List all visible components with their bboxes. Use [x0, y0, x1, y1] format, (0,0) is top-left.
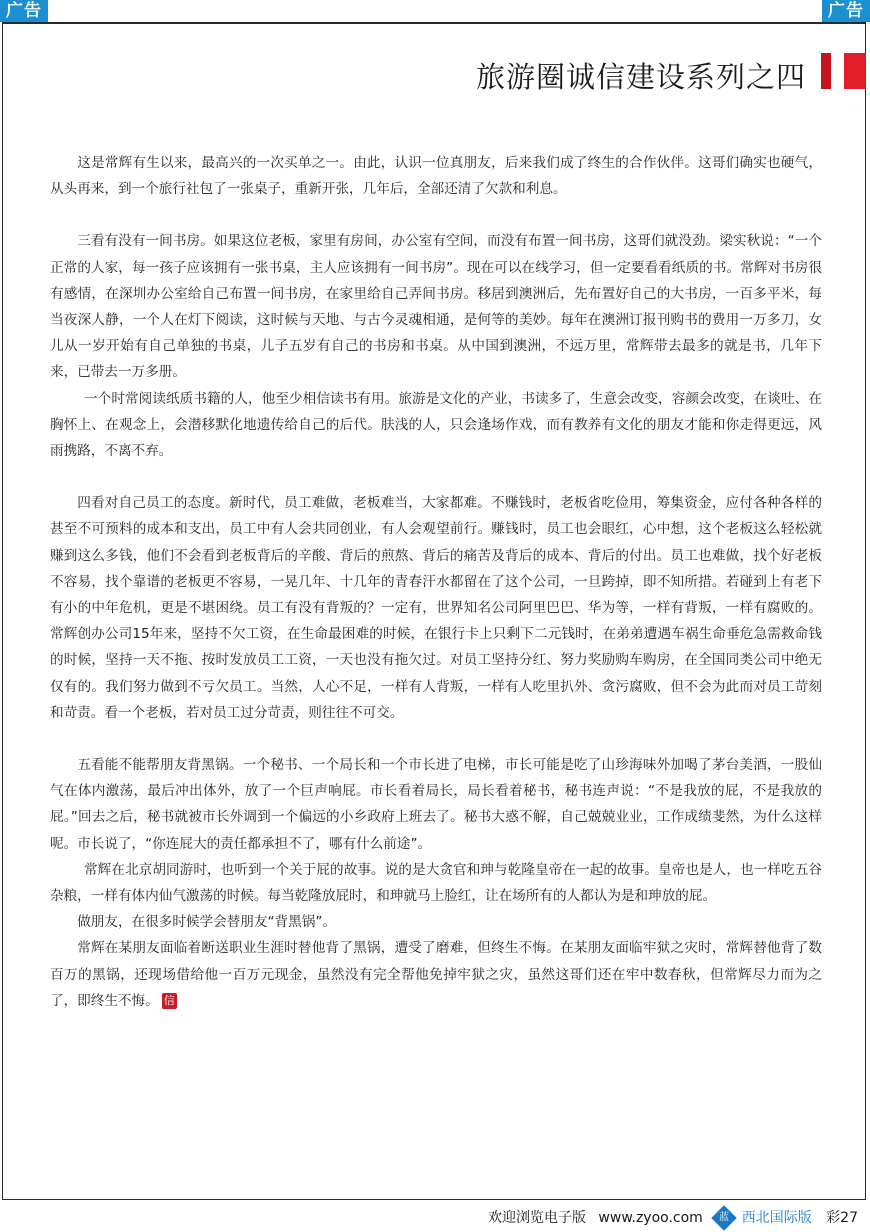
article-paragraph: 五看能不能帮朋友背黑锅。一个秘书、一个局长和一个市长进了电梯，市长可能是吃了山珍海味外加喝了茅台美酒，一股仙气在体内激荡，最后冲出体外，放了一个巨声响屁。市长看着局长，局长看着秘书，秘书连声说：“不是我放的屁，不是我放的屁。”回去之后，秘书就被市长外调到一个偏远的小乡政府上班去了。秘书大惑不解，自己兢兢业业，工作成绩斐然，为什么这样呢。市长说了，“你连屁大的责任都承担不了，哪有什么前途”。 — [50, 757, 822, 852]
title-accent-bar-red — [844, 53, 866, 89]
footer-site-link[interactable]: www.zyoo.com — [598, 1210, 703, 1226]
page-title: 旅游圈诚信建设系列之四 — [475, 60, 806, 94]
footer-browse-text: 欢迎浏览电子版 — [487, 1210, 586, 1226]
article-paragraph: 四看对自己员工的态度。新时代，员工难做，老板难当，大家都难。不赚钱时，老板省吃俭用，筹集资金，应付各种各样的甚至不可预料的成本和支出，员工中有人会共同创业，有人会观望前行。赚钱时，员工也会眼红，心中想，这个老板这么轻松就赚到这么多钱，他们不会看到老板背后的辛酸、背后的煎熬、背后的痛苦及背后的成本、背后的付出。员工也难做，找个好老板不容易，找个靠谱的老板更不容易，一晃几年、十几年的青春汗水都留在了这个公司，一旦跨掉，即不知所措。若碰到上有老下有小的中年危机，更是不堪困绕。员工有没有背叛的？一定有，世界知名公司阿里巴巴、华为等，一样有背叛，一样有腐败的。常辉创办公司15年来，坚持不欠工资，在生命最困难的时候，在银行卡上只剩下二元钱时，在弟弟遭遇车祸生命垂危急需救命钱的时候，坚持一天不拖、按时发放员工工资，一天也没有拖欠过。对员工坚持分红、努力奖励购车购房，在全国同类公司中绝无仅有的。我们努力做到不亏欠员工。当然，人心不足，一样有人背叛，一样有人吃里扒外、贪污腐败，但不会为此而对员工苛刻和苛责。看一个老板，若对员工过分苛责，则往往不可交。 — [50, 495, 822, 721]
page-footer — [488, 1207, 858, 1229]
brand-logo-glyph: 蓝 — [719, 1212, 730, 1223]
article-paragraph: 做朋友，在很多时候学会替朋友“背黑锅”。 — [77, 914, 336, 931]
article-paragraph: 三看有没有一间书房。如果这位老板，家里有房间，办公室有空间，而没有布置一间书房，这哥们就没劲。梁实秋说：“一个正常的人家，每一孩子应该拥有一张书桌，主人应该拥有一间书房”。现在可以在线学习，但一定要看看纸质的书。常辉对书房很有感情，在深圳办公室给自己布置一间书房，在家里给自己弄间书房。移居到澳洲后，先布置好自己的大书房，一百多平米，每当夜深人静，一个人在灯下阅读，这时候与天地、与古今灵魂相通，是何等的美妙。每年在澳洲订报刊购书的费用一万多刀，女儿从一岁开始有自己单独的书桌，儿子五岁有自己的书房和书桌。从中国到澳洲，不远万里，常辉带去最多的就是书，几年下来，已带去一万多册。 — [50, 233, 822, 381]
article-paragraph: 这是常辉有生以来，最高兴的一次买单之一。由此，认识一位真朋友，后来我们成了终生的合作伙伴。这哥们确实也硬气，从头再来，到一个旅行社包了一张桌子，重新开张，几年后，全部还清了欠款和利息。 — [50, 155, 822, 198]
article-paragraph-last — [50, 935, 822, 1014]
end-seal-icon: 信 — [163, 993, 175, 1007]
article-body — [50, 150, 822, 1014]
ad-label-right: 广告 — [822, 0, 870, 22]
article-paragraph: 一个时常阅读纸质书籍的人，他至少相信读书有用。旅游是文化的产业，书读多了，生意会改变，容颜会改变，在谈吐、在胸怀上、在观念上，会潜移默化地遗传给自己的后代。肤浅的人，只会逢场作戏，而有教养有文化的朋友才能和你走得更远，风雨携路，不离不弃。 — [50, 390, 822, 460]
ad-label-left: 广告 — [0, 0, 48, 22]
footer-edition: 西北国际版 — [741, 1210, 812, 1226]
article-last-text: 常辉在某朋友面临着断送职业生涯时替他背了黑锅，遭受了磨难，但终生不悔。在某朋友面临牢狱之灾时，常辉替他背了数百万的黑锅，还现场借给他一百万元现金，虽然没有完全帮他免掉牢狱之灾，虽然这哥们还在牢中数春秋，但常辉尽力而为之了，即终生不悔。 — [50, 940, 822, 1009]
title-accent-bar-dark — [821, 53, 831, 89]
brand-logo-icon — [712, 1205, 737, 1230]
article-paragraph: 常辉在北京胡同游时，也听到一个关于屁的故事。说的是大贪官和珅与乾隆皇帝在一起的故事。皇帝也是人，也一样吃五谷杂粮，一样有体内仙气激荡的时候。每当乾隆放屁时，和珅就马上脸红，让在场所有的人都认为是和珅放的屁。 — [50, 861, 822, 905]
footer-page-number: 彩27 — [826, 1210, 858, 1226]
